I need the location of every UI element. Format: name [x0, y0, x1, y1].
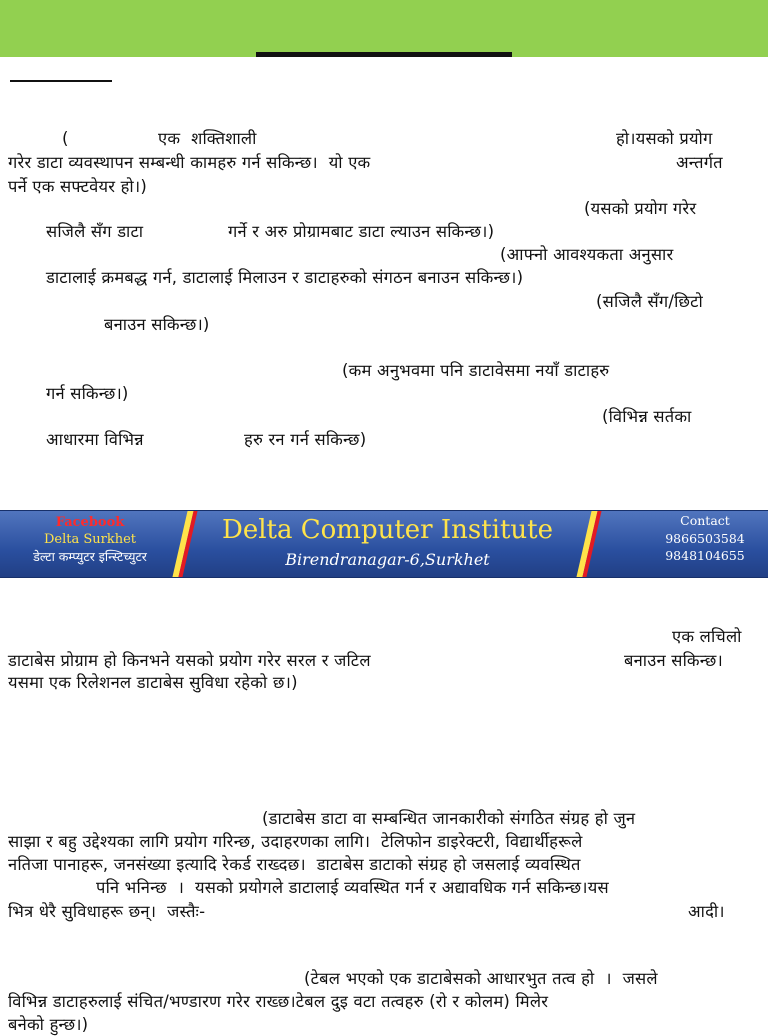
top-accent-bar: [0, 0, 768, 57]
text-line: (डाटाबेस डाटा वा सम्बन्धित जानकारीको संगठित संग्रह हो जुन: [262, 809, 636, 828]
contact-label: Contact: [680, 513, 730, 528]
text-line: पनि भनिन्छ । यसको प्रयोगले डाटालाई व्यवस्थित गर्न र अद्यावधिक गर्न सकिन्छ।यस: [96, 878, 609, 897]
text-line: बनाउन सकिन्छ।: [624, 651, 723, 670]
text-line: अन्तर्गत: [676, 153, 723, 172]
text-line: हरु रन गर्न सकिन्छ): [244, 430, 367, 449]
text-line: डाटालाई क्रमबद्ध गर्न, डाटालाई मिलाउन र डाटाहरुको संगठन बनाउन सकिन्छ।): [46, 268, 524, 287]
text-line: (टेबल भएको एक डाटाबेसको आधारभुत तत्व हो । जसले: [304, 969, 658, 988]
text-line: डाटाबेस प्रोग्राम हो किनभने यसको प्रयोग गरेर सरल र जटिल: [8, 651, 371, 670]
text-line: यसमा एक रिलेशनल डाटाबेस सुविधा रहेको छ।): [8, 673, 298, 692]
banner-title: Delta Computer Institute: [221, 515, 554, 545]
text-line: एक शक्तिशाली: [158, 129, 257, 148]
text-line: साझा र बहु उद्देश्यका लागि प्रयोग गरिन्छ, उदाहरणका लागि। टेलिफोन डाइरेक्टरी, विद्यार्थीहरूले: [8, 832, 583, 851]
text-line: गर्न सकिन्छ।): [46, 384, 129, 403]
banner-social-block: [6, 514, 174, 565]
text-line: हो।यसको प्रयोग: [616, 129, 713, 148]
text-line: गरेर डाटा व्यवस्थापन सम्बन्धी कामहरु गर्न सकिन्छ। यो एक: [8, 153, 371, 172]
text-line: (: [62, 129, 69, 148]
right-divider-slash: [572, 510, 602, 578]
facebook-label: Facebook: [55, 515, 125, 530]
text-line: (कम अनुभवमा पनि डाटावेसमा नयाँ डाटाहरु: [342, 361, 610, 380]
facebook-page-name: Delta Surkhet: [43, 532, 137, 547]
text-line: एक लचिलो: [672, 627, 742, 646]
text-line: (आफ्नो आवश्यकता अनुसार: [500, 245, 674, 264]
devanagari-institute-name: डेल्टा कम्प्युटर इन्स्टिच्युटर: [33, 549, 147, 564]
text-line: नतिजा पानाहरू, जनसंख्या इत्यादि रेकर्ड राख्दछ। डाटाबेस डाटाको संग्रह हो जसलाई व्यवस्थित: [8, 855, 581, 874]
text-line: (विभिन्न सर्तका: [602, 407, 692, 426]
banner-address: Birendranagar-6,Surkhet: [285, 550, 490, 569]
left-divider-slash: [168, 510, 198, 578]
text-line: आदी।: [688, 902, 725, 921]
text-line: बनाउन सकिन्छ।): [104, 315, 210, 334]
title-underline: [256, 52, 512, 57]
text-line: विभिन्न डाटाहरुलाई संचित/भण्डारण गरेर राख्छ।टेबल दुइ वटा तत्वहरु (रो र कोलम) मिलेर: [8, 992, 549, 1011]
text-line: (सजिलै सँग/छिटो: [596, 292, 703, 311]
text-line: आधारमा विभिन्न: [46, 430, 144, 449]
text-line: गर्ने र अरु प्रोग्रामबाट डाटा ल्याउन सकिन्छ।): [228, 222, 495, 241]
text-line: बनेको हुन्छ।): [8, 1015, 89, 1034]
text-line: (यसको प्रयोग गरेर: [584, 199, 697, 218]
institute-banner: [0, 510, 768, 578]
banner-contact-block: [650, 512, 760, 565]
text-line: पर्ने एक सफ्टवेयर हो।): [8, 177, 147, 196]
heading-underline: [10, 80, 112, 82]
text-line: भित्र धेरै सुविधाहरू छन्। जस्तैः-: [8, 902, 206, 921]
contact-phone-1: 9866503584: [665, 530, 745, 546]
contact-phone-2: 9848104655: [665, 548, 745, 563]
text-line: सजिलै सँग डाटा: [46, 222, 144, 241]
